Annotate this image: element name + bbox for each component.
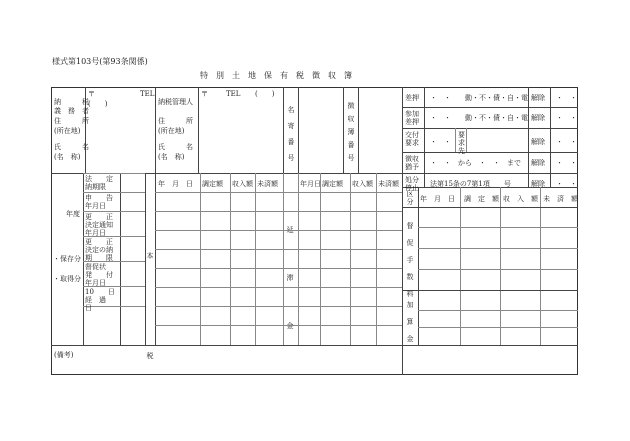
manager-postal: 〒 [201,90,208,98]
left-row-label: 法 定 納期限 [85,175,113,191]
divider [155,173,156,345]
grace-content: ・ ・ から ・ ・ まで [430,159,521,167]
divider [155,211,402,212]
divider [418,227,578,228]
divider [83,173,84,345]
divider [528,87,529,187]
delivery-release: 解除 [531,138,545,146]
left-row-label: 更 正 決定の納 期 限 [85,238,113,262]
seizure-dots: ・ ・ [556,94,577,102]
collection-number-label: 徴収簿番号 [347,102,355,162]
mid2-header: 年月日 [300,180,321,188]
divider [418,310,578,311]
rh-unpaid: 未 済 額 [543,195,578,203]
manager-tel: TEL [226,90,241,98]
hoyu-label: ・保存分 [53,255,81,263]
left-row-label: 10 日 経 過 日 [85,288,115,312]
left-row-label: 更 正 決定通知 年月日 [85,213,113,237]
suspension-release: 解除 [531,180,545,188]
kasankin-label: 加算金 [406,301,414,343]
rh-received: 収 入 額 [503,195,538,203]
taxpayer-postal: 〒 [88,90,95,98]
seizure-label: 差押 [405,94,419,102]
seizure-content: ・ ・ 動・不・債・自・電 [430,94,528,102]
divider [500,187,501,345]
manager-address-1: 住 所 [158,117,193,125]
grace-label: 徴収猶予 [405,155,419,171]
suspension-label: 処分停止 [405,176,419,192]
seizure-release: 解除 [531,94,545,102]
divider [402,290,578,291]
divider [155,268,402,269]
divider [418,187,419,345]
divider [83,211,145,212]
divider [550,87,551,187]
divider [298,87,299,173]
divider [51,345,578,346]
divider [424,87,425,187]
divider [320,173,321,345]
taxpayer-label-3: 住 所 [54,117,89,125]
divider [402,152,578,153]
divider [402,107,578,108]
divider [255,173,256,345]
tokusoku-label: 督促手数料 [406,222,414,298]
rh-date: 年 月 日 [420,195,455,203]
divider [402,207,578,208]
mid-header: 年 月 日 [158,180,193,188]
grace-dots: ・ ・ [556,159,577,167]
divider [350,173,351,345]
manager-address-4: (名 称) [158,153,185,161]
name-number-label: 名寄番号 [287,106,295,162]
divider [376,173,377,345]
taxpayer-label-2: 義 務 者 [54,107,89,115]
delivery-sub: 要求先 [458,131,465,155]
divider [460,187,461,345]
divider [155,249,402,250]
divider [418,327,578,328]
manager-paren: ( ) [255,90,275,98]
delivery-content: ・ ・ [430,138,451,146]
divider [155,287,402,288]
kubun-label: 区分 [406,190,414,206]
divider [455,128,456,152]
divider [343,87,344,173]
manager-address-3: 氏 名 [158,143,193,151]
mid-header: 収入額 [232,180,253,188]
form-number: 様式第103号(第93条関係) [52,57,148,66]
divider [418,269,578,270]
suspension-dots: ・ ・ [556,180,577,188]
form-frame [51,87,578,375]
taxpayer-label-1: 納 税 [54,98,89,106]
divider [298,173,299,345]
left-row-label: 督促状 発 付 年月日 [85,263,113,287]
participation-release: 解除 [531,114,545,122]
divider [540,187,541,345]
divider [283,173,284,345]
participation-dots: ・ ・ [556,114,577,122]
divider [466,128,467,152]
manager-address-2: (所在地) [158,127,185,135]
left-row-label: 申 告 年月日 [85,194,113,210]
mid-header: 調定額 [202,180,223,188]
divider [155,230,402,231]
divider [402,87,403,375]
divider [200,173,201,345]
divider [155,87,156,173]
divider [83,192,145,193]
mid2-header: 未済額 [378,180,399,188]
entaikin-label: 延滞金 [286,226,294,330]
participation-content: ・ ・ 動・不・債・自・電 [430,114,528,122]
grace-release: 解除 [531,159,545,167]
form-title: 特 別 土 地 保 有 税 徴 収 簿 [200,71,352,80]
divider [120,173,121,345]
divider [83,173,145,174]
divider [283,87,284,173]
honzei-label: 本税 [146,252,154,360]
delivery-label: 交付要求 [405,131,419,147]
taxpayer-label-4: (所在地) [54,127,81,135]
manager-label: 納税管理人 [158,98,193,106]
divider [402,128,578,129]
taxpayer-paren: ( ) [88,100,108,108]
delivery-dots: ・ ・ [556,138,577,146]
participation-label: 参加差押 [405,110,419,126]
nendo-label: 年度 [66,210,80,218]
divider [155,325,402,326]
rh-assessed: 調 定 額 [464,195,499,203]
divider [155,192,402,193]
remarks-label: (備考) [54,351,74,359]
mid-header: 未済額 [257,180,278,188]
mid2-header: 調定額 [322,180,343,188]
taxpayer-tel: TEL [140,90,155,98]
shutoku-label: ・取得分 [53,275,81,283]
divider [155,306,402,307]
divider [418,248,578,249]
mid2-header: 収入額 [352,180,373,188]
taxpayer-label-6: (名 称) [54,153,81,161]
suspension-content: 法第15条の7第1項 号 [430,180,511,188]
divider [198,87,199,173]
divider [230,173,231,345]
taxpayer-label-5: 氏 名 [54,143,89,151]
divider [358,87,359,173]
